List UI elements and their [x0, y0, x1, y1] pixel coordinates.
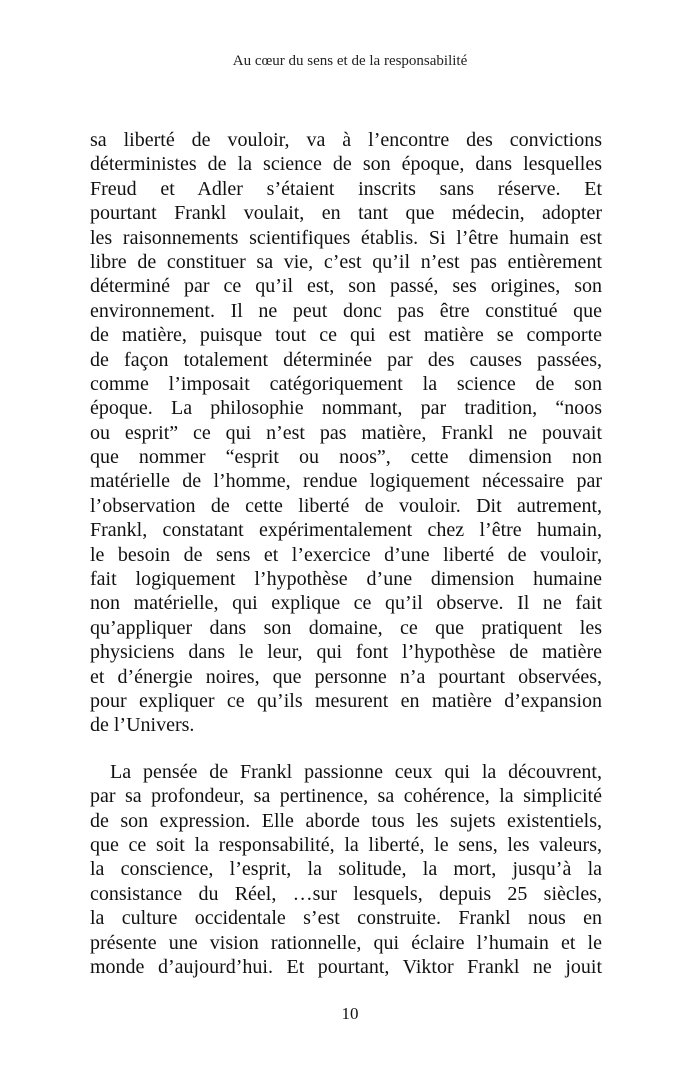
- text-line: la culture occidentale s’est construite. Frankl nous en: [90, 907, 602, 930]
- text-line: que ce soit la responsabilité, la liberté, le sens, les valeurs,: [90, 833, 602, 856]
- text-line: ou esprit” ce qui n’est pas matière, Frankl ne pouvait: [90, 421, 602, 444]
- text-line: physiciens dans le leur, qui font l’hypothèse de matière: [90, 641, 602, 664]
- text-line: de l’Univers.: [90, 714, 195, 737]
- text-line: fait logiquement l’hypothèse d’une dimension humaine: [90, 568, 602, 591]
- text-line: pourtant Frankl voulait, en tant que médecin, adopter: [90, 202, 602, 225]
- text-line: déterminé par ce qu’il est, son passé, ses origines, son: [90, 275, 602, 298]
- text-line: pour expliquer ce qu’ils mesurent en matière d’expansion: [90, 689, 602, 712]
- paragraph-2: [90, 760, 602, 980]
- text-line: l’observation de cette liberté de vouloir. Dit autrement,: [90, 494, 602, 517]
- text-line: non matérielle, qui explique ce qu’il observe. Il ne fait: [90, 592, 602, 615]
- text-line: époque. La philosophie nommant, par tradition, “noos: [90, 397, 602, 420]
- page-number: 10: [341, 1004, 359, 1023]
- text-line: consistance du Réel, …sur lesquels, depuis 25 siècles,: [90, 882, 602, 905]
- text-line: les raisonnements scientifiques établis. Si l’être humain est: [90, 226, 602, 249]
- text-line: et d’énergie noires, que personne n’a pourtant observées,: [90, 665, 602, 688]
- text-line: que nommer “esprit ou noos”, cette dimension non: [90, 446, 602, 469]
- text-line: par sa profondeur, sa pertinence, sa cohérence, la simplicité: [90, 785, 602, 808]
- text-line: le besoin de sens et l’exercice d’une liberté de vouloir,: [90, 543, 602, 566]
- text-line: Frankl, constatant expérimentalement chez l’être humain,: [90, 519, 602, 542]
- text-line: présente une vision rationnelle, qui éclaire l’humain et le: [90, 931, 602, 954]
- text-line: de son expression. Elle aborde tous les sujets existentiels,: [90, 809, 602, 832]
- paragraph-gap: [90, 738, 602, 760]
- paragraph-1: [90, 128, 602, 738]
- body-text: [90, 128, 602, 979]
- text-line: de façon totalement déterminée par des causes passées,: [90, 348, 602, 371]
- text-line: Freud et Adler s’étaient inscrits sans réserve. Et: [90, 177, 602, 200]
- text-line: sa liberté de vouloir, va à l’encontre des convictions: [90, 129, 602, 151]
- text-line: libre de constituer sa vie, c’est qu’il n’est pas entièrement: [90, 250, 602, 273]
- text-line: comme l’imposait catégoriquement la science de son: [90, 372, 602, 395]
- text-line: environnement. Il ne peut donc pas être constitué que: [90, 299, 602, 322]
- text-line: monde d’aujourd’hui. Et pourtant, Viktor Frankl ne jouit: [90, 955, 602, 978]
- text-line: la conscience, l’esprit, la solitude, la mort, jusqu’à la: [90, 858, 602, 881]
- text-line: matérielle de l’homme, rendue logiquement nécessaire par: [90, 470, 602, 493]
- text-line: déterministes de la science de son époque, dans lesquelles: [90, 153, 602, 176]
- text-line: qu’appliquer dans son domaine, ce que pratiquent les: [90, 616, 602, 639]
- text-line: de matière, puisque tout ce qui est matière se comporte: [90, 324, 602, 347]
- running-head: Au cœur du sens et de la responsabilité: [232, 53, 468, 69]
- text-line: La pensée de Frankl passionne ceux qui la découvrent,: [110, 760, 602, 783]
